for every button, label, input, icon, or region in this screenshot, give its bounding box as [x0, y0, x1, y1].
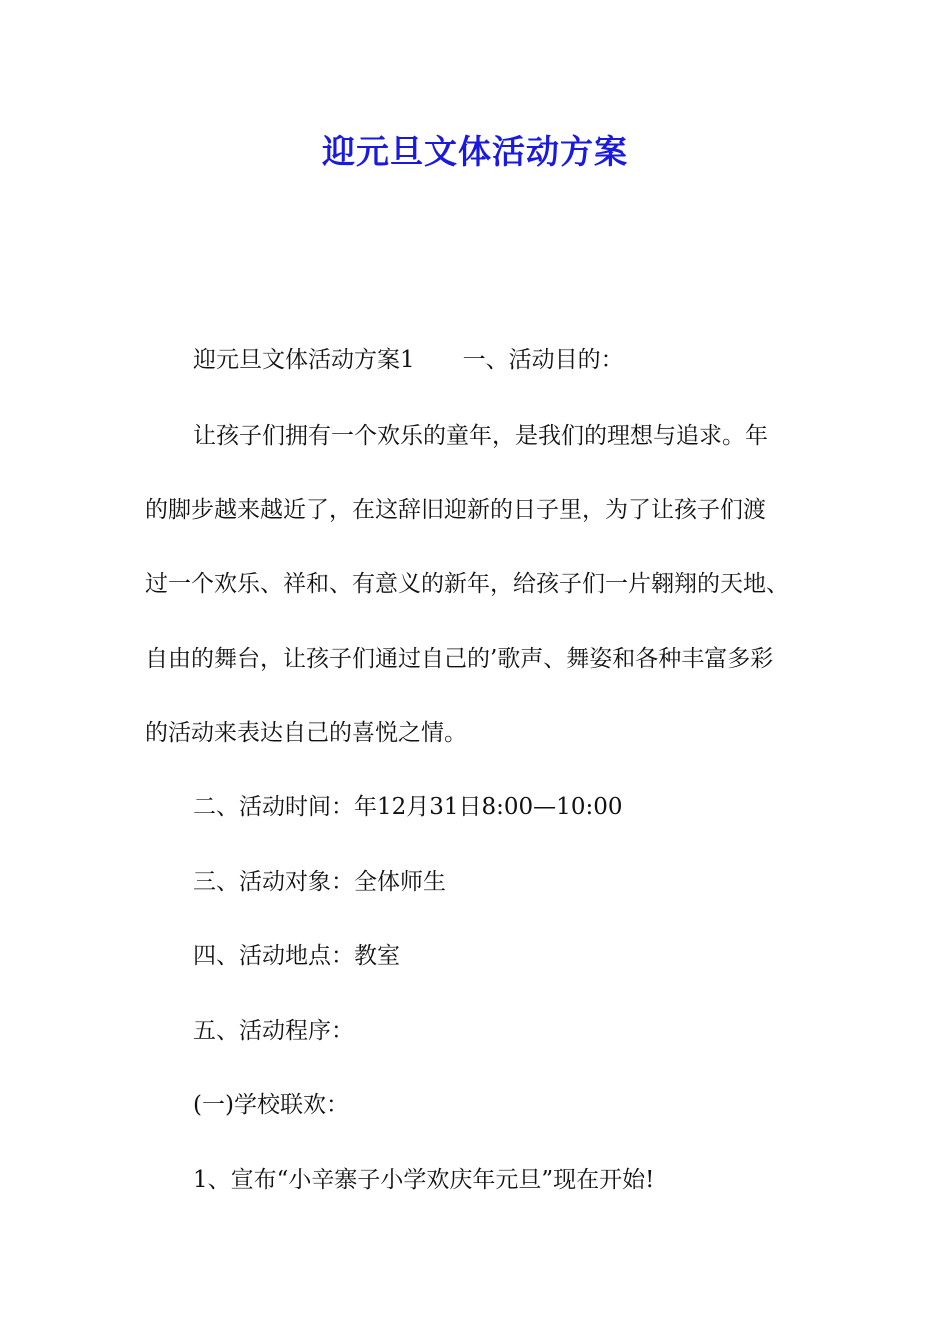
section-heading-purpose: 一、活动目的：: [462, 347, 624, 373]
paragraph-line: 的活动来表达自己的喜悦之情。: [145, 720, 467, 746]
activity-place-line: 四、活动地点：教室: [193, 943, 400, 969]
activity-time-line: 二、活动时间：年12月31日8:00—10:00: [193, 794, 623, 820]
subsection-heading: (一)学校联欢：: [193, 1092, 349, 1118]
program-item: 1、宣布“小辛寨子小学欢庆年元旦”现在开始!: [193, 1167, 655, 1193]
paragraph-line: 自由的舞台，让孩子们通过自己的’歌声、舞姿和各种丰富多彩: [145, 646, 774, 672]
activity-program-line: 五、活动程序：: [193, 1018, 354, 1044]
paragraph-line: 的脚步越来越近了，在这辞旧迎新的日子里，为了让孩子们渡: [145, 497, 766, 523]
document-title: 迎元旦文体活动方案: [322, 132, 628, 171]
activity-target-line: 三、活动对象：全体师生: [193, 869, 446, 895]
paragraph-line: 让孩子们拥有一个欢乐的童年，是我们的理想与追求。年: [193, 423, 768, 449]
heading-line: [193, 345, 624, 375]
document-subtitle: 迎元旦文体活动方案1: [193, 347, 415, 373]
paragraph-line: 过一个欢乐、祥和、有意义的新年，给孩子们一片翱翔的天地、: [145, 571, 789, 597]
